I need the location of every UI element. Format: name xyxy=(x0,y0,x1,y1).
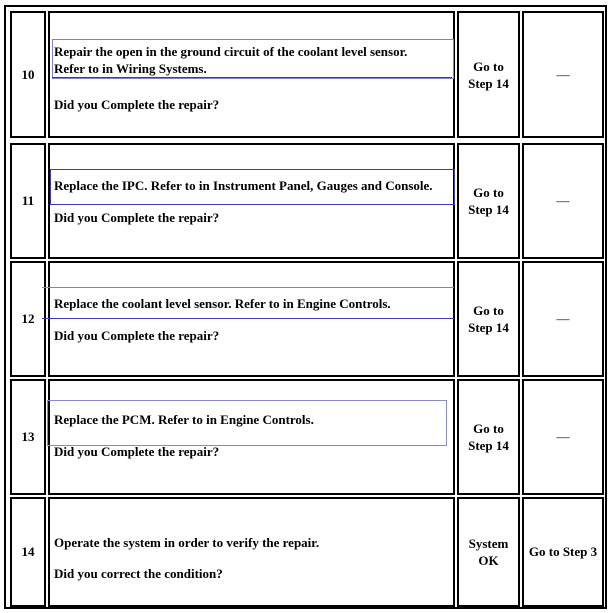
step-number-text: 12 xyxy=(21,311,35,326)
no-text: — xyxy=(556,66,570,82)
question-text: Did you Complete the repair? xyxy=(54,328,220,343)
yes-result xyxy=(457,379,520,495)
step-number xyxy=(10,261,46,377)
action-cell xyxy=(48,11,455,138)
step-number xyxy=(10,11,46,138)
no-text: — xyxy=(556,429,570,444)
yes-line: System xyxy=(468,536,509,551)
highlight-underline xyxy=(52,77,452,78)
table-row xyxy=(6,9,605,140)
yes-line: Step 14 xyxy=(468,75,509,91)
action-cell xyxy=(48,261,455,377)
question-text: Did you Complete the repair? xyxy=(54,210,220,225)
no-result xyxy=(522,143,604,259)
yes-line: Go to xyxy=(473,58,504,74)
table-row xyxy=(6,259,605,377)
no-text: — xyxy=(556,311,570,326)
yes-result xyxy=(457,143,520,259)
yes-line: Step 14 xyxy=(468,320,509,335)
instruction-text xyxy=(54,43,454,77)
yes-result xyxy=(457,497,520,607)
yes-line: Go to xyxy=(473,185,504,200)
no-result xyxy=(522,379,604,495)
step-number-text: 10 xyxy=(21,66,35,82)
instruction-text: Operate the system in order to verify the repair. xyxy=(54,535,320,550)
no-text: — xyxy=(556,193,570,208)
instruction-text: Replace the PCM. Refer to in Engine Controls. xyxy=(54,412,314,427)
yes-line: Go to xyxy=(473,421,504,436)
instruction-line: Refer to in Wiring Systems. xyxy=(54,61,207,76)
question-text: Did you correct the condition? xyxy=(54,566,223,581)
step-number xyxy=(10,143,46,259)
question-text: Did you Complete the repair? xyxy=(54,444,220,459)
step-number xyxy=(10,379,46,495)
yes-line: Step 14 xyxy=(468,202,509,217)
step-number-text: 14 xyxy=(21,544,35,559)
question-text: Did you Complete the repair? xyxy=(54,97,220,112)
action-cell xyxy=(48,379,455,495)
yes-result xyxy=(457,261,520,377)
yes-line: Go to xyxy=(473,303,504,318)
instruction-line: Repair the open in the ground circuit of the coolant level sensor. xyxy=(54,44,408,59)
diagnostic-table xyxy=(4,5,607,609)
table-row xyxy=(6,377,605,495)
highlight-underline xyxy=(42,318,454,319)
step-number-text: 13 xyxy=(21,429,35,444)
action-cell xyxy=(48,143,455,259)
action-cell xyxy=(48,497,455,607)
no-result xyxy=(522,261,604,377)
step-number-text: 11 xyxy=(21,193,35,208)
step-number xyxy=(10,497,46,607)
instruction-text: Replace the coolant level sensor. Refer to in Engine Controls. xyxy=(54,296,391,311)
no-result xyxy=(522,497,604,607)
no-result xyxy=(522,11,604,138)
no-text: Go to Step 3 xyxy=(528,544,598,559)
instruction-text: Replace the IPC. Refer to in Instrument Panel, Gauges and Console. xyxy=(54,178,433,193)
table-row xyxy=(6,495,605,607)
yes-line: OK xyxy=(478,553,499,568)
table-row xyxy=(6,141,605,259)
yes-result xyxy=(457,11,520,138)
highlight-overline xyxy=(42,287,454,288)
yes-line: Step 14 xyxy=(468,438,509,453)
